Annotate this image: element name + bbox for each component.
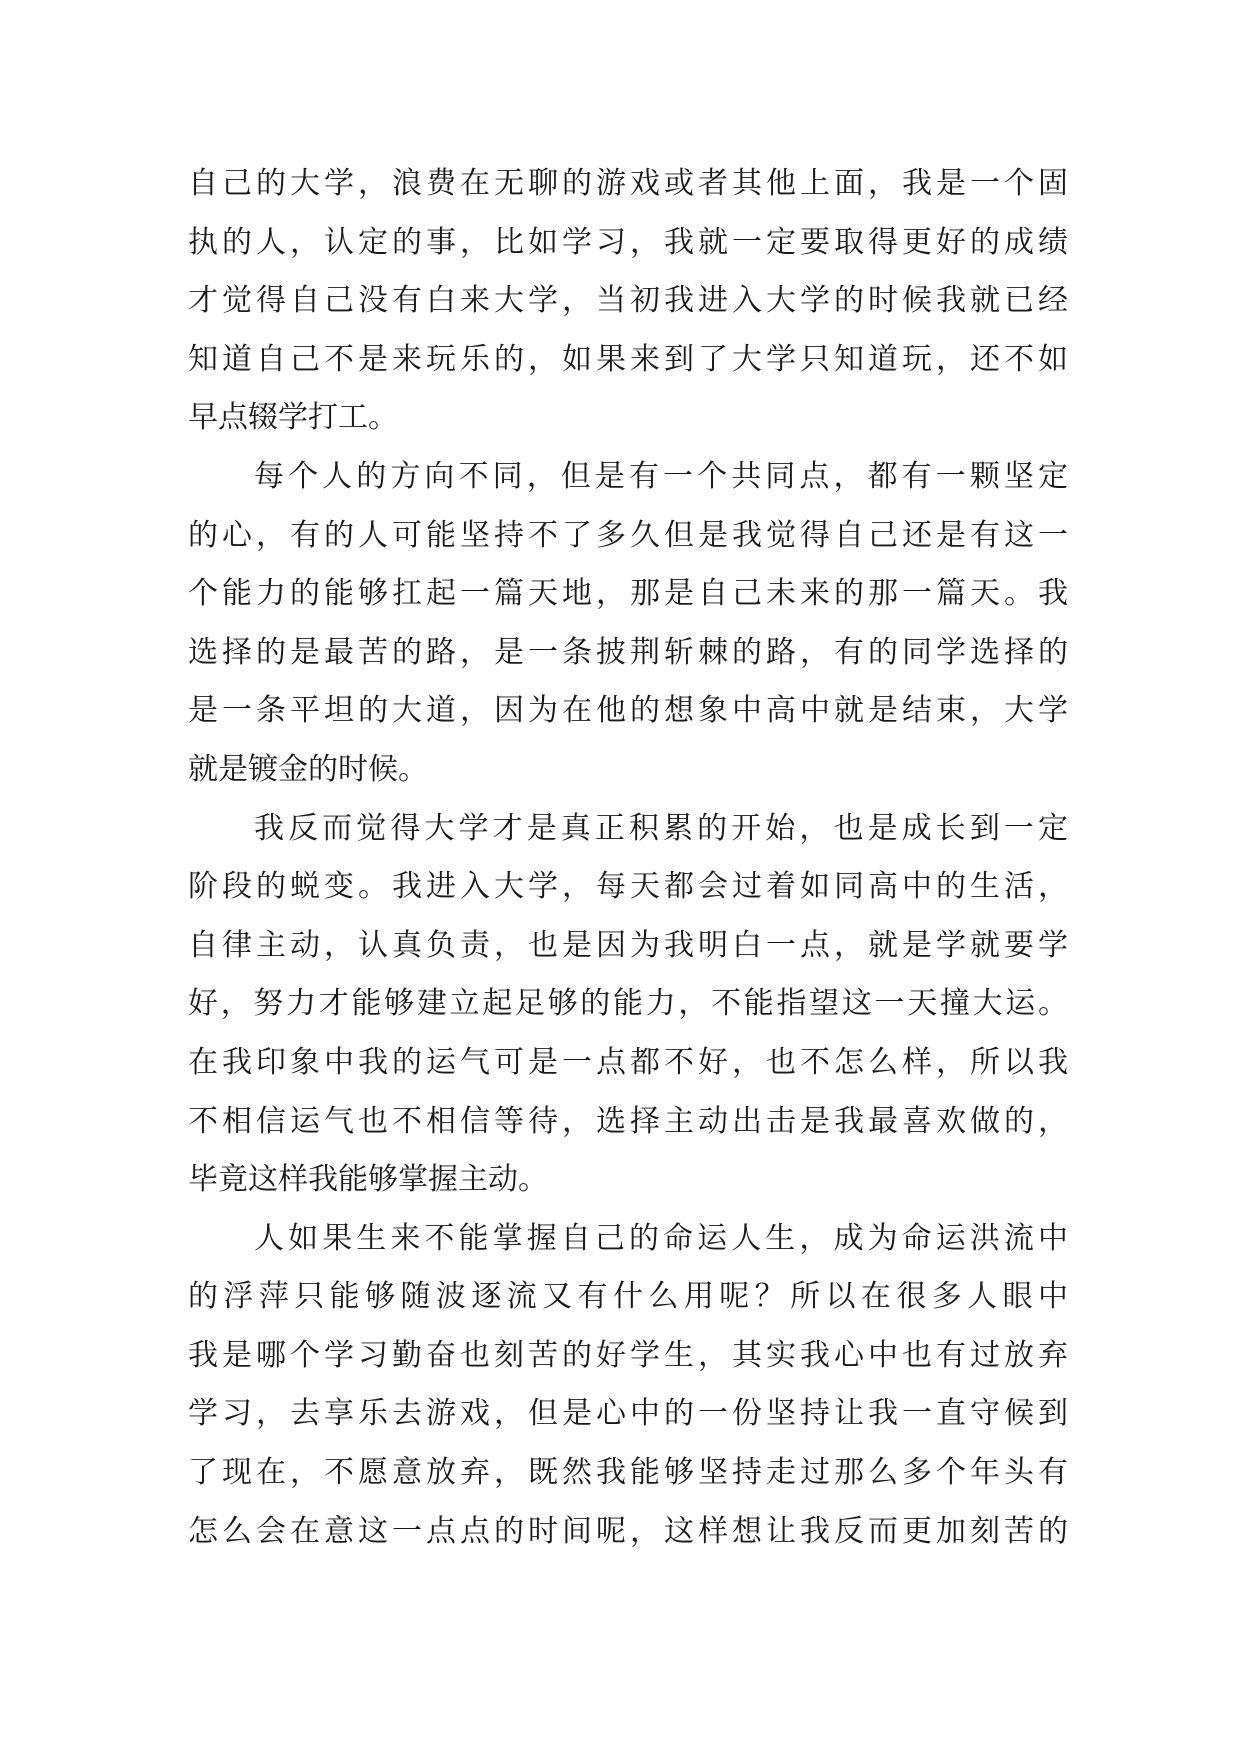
- text-line: 自律主动，认真负责，也是因为我明白一点，就是学就要学: [188, 927, 1068, 963]
- paragraph-first-line: 每个人的方向不同，但是有一个共同点，都有一颗坚定: [254, 458, 1068, 494]
- text-line: 才觉得自己没有白来大学，当初我进入大学的时候我就已经: [188, 283, 1068, 319]
- text-line: 学习，去享乐去游戏，但是心中的一份坚持让我一直守候到: [188, 1396, 1068, 1432]
- body-text: [188, 155, 1068, 1561]
- text-line: 早点辍学打工。: [188, 400, 398, 436]
- paragraph-first-line: 人如果生来不能掌握自己的命运人生，成为命运洪流中: [254, 1220, 1068, 1256]
- text-line: 知道自己不是来玩乐的，如果来到了大学只知道玩，还不如: [188, 341, 1068, 377]
- text-line: 选择的是最苦的路，是一条披荆斩棘的路，有的同学选择的: [188, 634, 1068, 670]
- text-line: 在我印象中我的运气可是一点都不好，也不怎么样，所以我: [188, 1044, 1068, 1080]
- text-line: 了现在，不愿意放弃，既然我能够坚持走过那么多个年头有: [188, 1455, 1068, 1491]
- text-line: 怎么会在意这一点点的时间呢，这样想让我反而更加刻苦的: [188, 1513, 1068, 1549]
- text-line: 的浮萍只能够随波逐流又有什么用呢？所以在很多人眼中: [188, 1279, 1068, 1315]
- text-line: 毕竟这样我能够掌握主动。: [188, 1162, 548, 1198]
- text-line: 是一条平坦的大道，因为在他的想象中高中就是结束，大学: [188, 693, 1068, 729]
- text-line: 我是哪个学习勤奋也刻苦的好学生，其实我心中也有过放弃: [188, 1337, 1068, 1373]
- text-line: 不相信运气也不相信等待，选择主动出击是我最喜欢做的，: [188, 1103, 1068, 1139]
- paragraph-first-line: 我反而觉得大学才是真正积累的开始，也是成长到一定: [254, 810, 1068, 846]
- text-line: 个能力的能够扛起一篇天地，那是自己未来的那一篇天。我: [188, 576, 1068, 612]
- text-line: 好，努力才能够建立起足够的能力，不能指望这一天撞大运。: [188, 986, 1068, 1022]
- text-line: 的心，有的人可能坚持不了多久但是我觉得自己还是有这一: [188, 517, 1068, 553]
- text-line: 自己的大学，浪费在无聊的游戏或者其他上面，我是一个固: [188, 166, 1068, 201]
- text-line: 阶段的蜕变。我进入大学，每天都会过着如同高中的生活，: [188, 869, 1068, 905]
- text-line: 就是镀金的时候。: [188, 751, 428, 787]
- text-line: 执的人，认定的事，比如学习，我就一定要取得更好的成绩: [188, 224, 1068, 260]
